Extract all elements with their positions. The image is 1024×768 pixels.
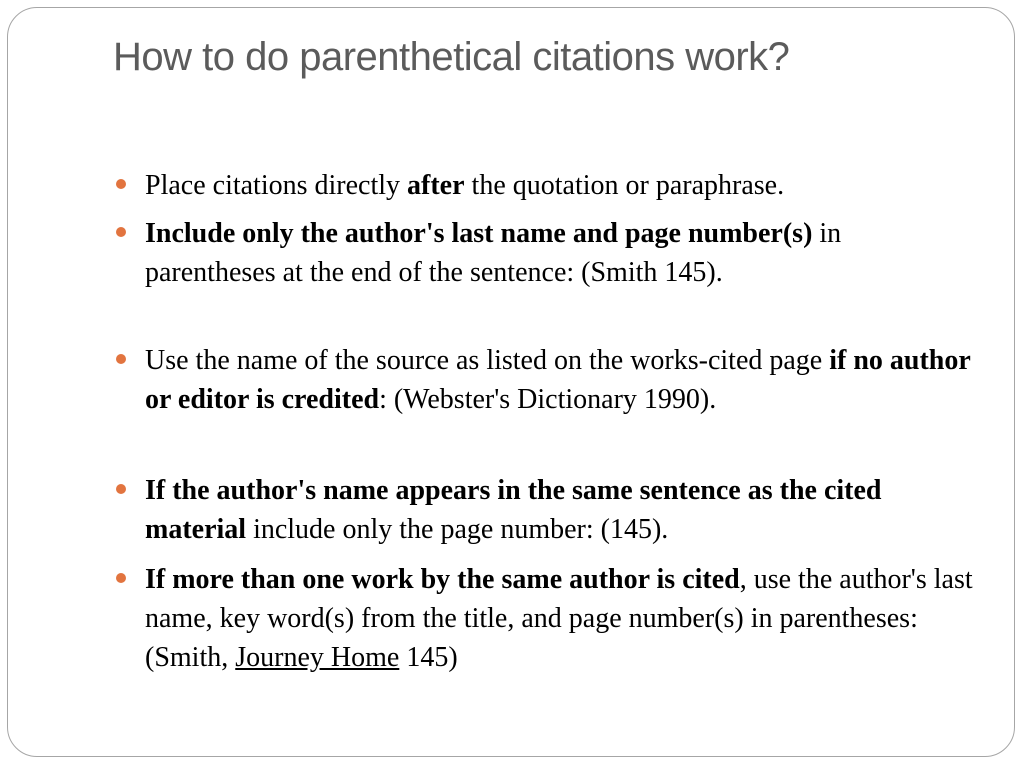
- bullet-dot: [116, 227, 126, 237]
- bullet-bold-text: if no author or editor is credited: [145, 345, 971, 415]
- bullet-item-2: [145, 214, 975, 292]
- bullet-bold-text: Include only the author's last name and page number(s): [145, 218, 813, 249]
- bullet-item-3: [145, 341, 975, 419]
- bullet-text: Use the name of the source as listed on the works-cited page: [145, 345, 830, 376]
- bullet-text: 145): [399, 642, 458, 673]
- bullet-dot: [116, 354, 126, 364]
- title-underlined-text: Journey Home: [235, 642, 400, 673]
- bullet-text: include only the page number: (145).: [246, 514, 669, 545]
- bullet-text: Place citations directly: [145, 170, 408, 201]
- bullet-text: in parentheses at the end of the sentence: (Smith 145).: [145, 218, 842, 288]
- bullet-item-1: [145, 166, 975, 205]
- bullet-item-5: [145, 560, 975, 677]
- bullet-dot: [116, 484, 126, 494]
- bullet-bold-text: after: [407, 170, 465, 201]
- bullet-item-4: [145, 471, 975, 549]
- bullet-bold-text: If the author's name appears in the same sentence as the cited material: [145, 475, 882, 545]
- bullet-text: the quotation or paraphrase.: [464, 170, 785, 201]
- bullet-bold-text: If more than one work by the same author is cited: [145, 564, 740, 595]
- bullet-text: : (Webster's Dictionary 1990).: [379, 384, 717, 415]
- bullet-text: , use the author's last name, key word(s) from the title, and page number(s) in parentheses: (Smith,: [145, 564, 973, 673]
- slide-title: How to do parenthetical citations work?: [113, 35, 790, 79]
- bullet-dot: [116, 179, 126, 189]
- bullet-dot: [116, 573, 126, 583]
